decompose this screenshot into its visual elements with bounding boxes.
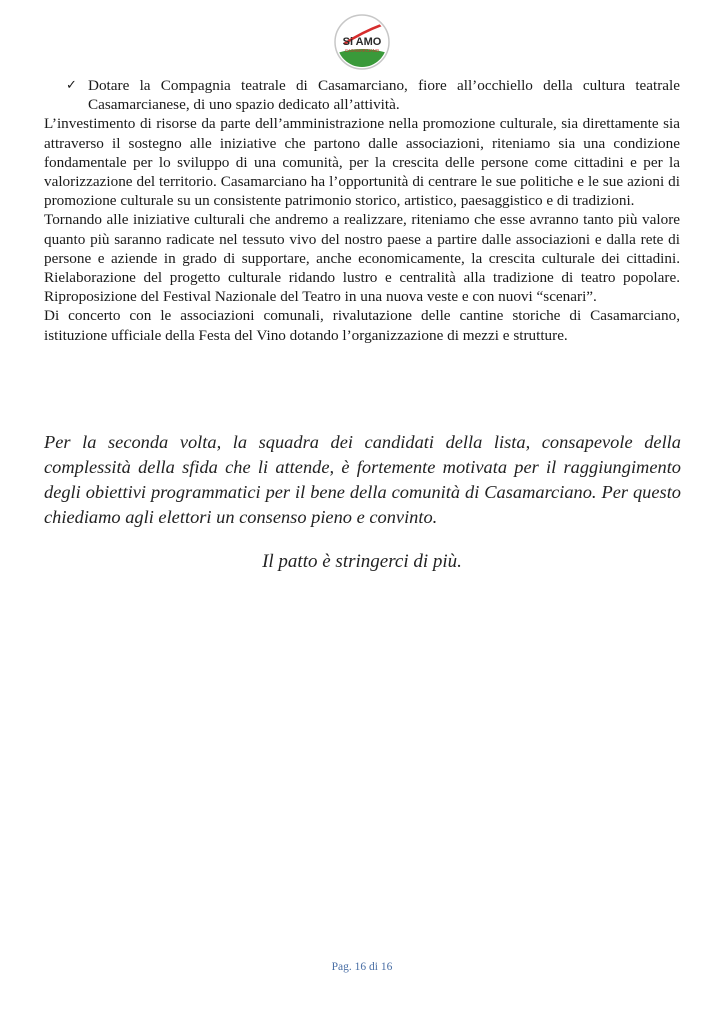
paragraph-initiatives: Tornando alle iniziative culturali che andremo a realizzare, riteniamo che esse avranno tanto più valore quanto più saranno radicate nel tessuto vivo del nostro paese a partire dalle associazioni e dalla rete di persone e aziende in grado di supportare, anche economicamente, la crescita culturale dei cittadini. Rielaborazione del progetto culturale ridando lustro e centralità alla tradizione di teatro popolare. Riproposizione del Festival Nazionale del Teatro in una nuova veste e con nuovi “scenari”. bbox=[44, 211, 680, 306]
main-content bbox=[44, 76, 680, 345]
bullet-text: Dotare la Compagnia teatrale di Casamarciano, fiore all’occhiello della cultura teatrale Casamarcianese, di uno spazio dedicato all’attività. bbox=[88, 77, 680, 114]
closing-statement: Per la seconda volta, la squadra dei candidati della lista, consapevole della complessità della sfida che li attende, è fortemente motivata per il raggiungimento degli obiettivi programmatici per il bene della comunità di Casamarciano. Per questo chiediamo agli elettori un consenso pieno e convinto. bbox=[44, 432, 681, 527]
logo-text-sub: CASAMARCIANO bbox=[345, 48, 379, 53]
paragraph-investment: L’investimento di risorse da parte dell’amministrazione nella promozione culturale, sia direttamente sia attraverso il sostegno alle iniziative che partono dalle associazioni, riteniamo sia una condizione fondamentale per lo sviluppo di una comunità, per la crescita delle persone come cittadini e per la valorizzazione del territorio. Casamarciano ha l’opportunità di centrare le sue politiche e le sue azioni di promozione culturale su un consistente patrimonio storico, artistico, paesaggistico e di tradizioni. bbox=[44, 115, 680, 210]
bullet-item bbox=[44, 76, 680, 114]
check-icon: ✓ bbox=[66, 78, 77, 93]
paragraph-cantine: Di concerto con le associazioni comunali, rivalutazione delle cantine storiche di Casamarciano, istituzione ufficiale della Festa del Vino dotando l’organizzazione di mezzi e strutture. bbox=[44, 307, 680, 344]
motto: Il patto è stringerci di più. bbox=[262, 551, 462, 572]
logo-text-main: Si AMO bbox=[342, 36, 382, 48]
page-number: Pag. 16 di 16 bbox=[331, 961, 393, 973]
party-logo bbox=[334, 14, 390, 70]
